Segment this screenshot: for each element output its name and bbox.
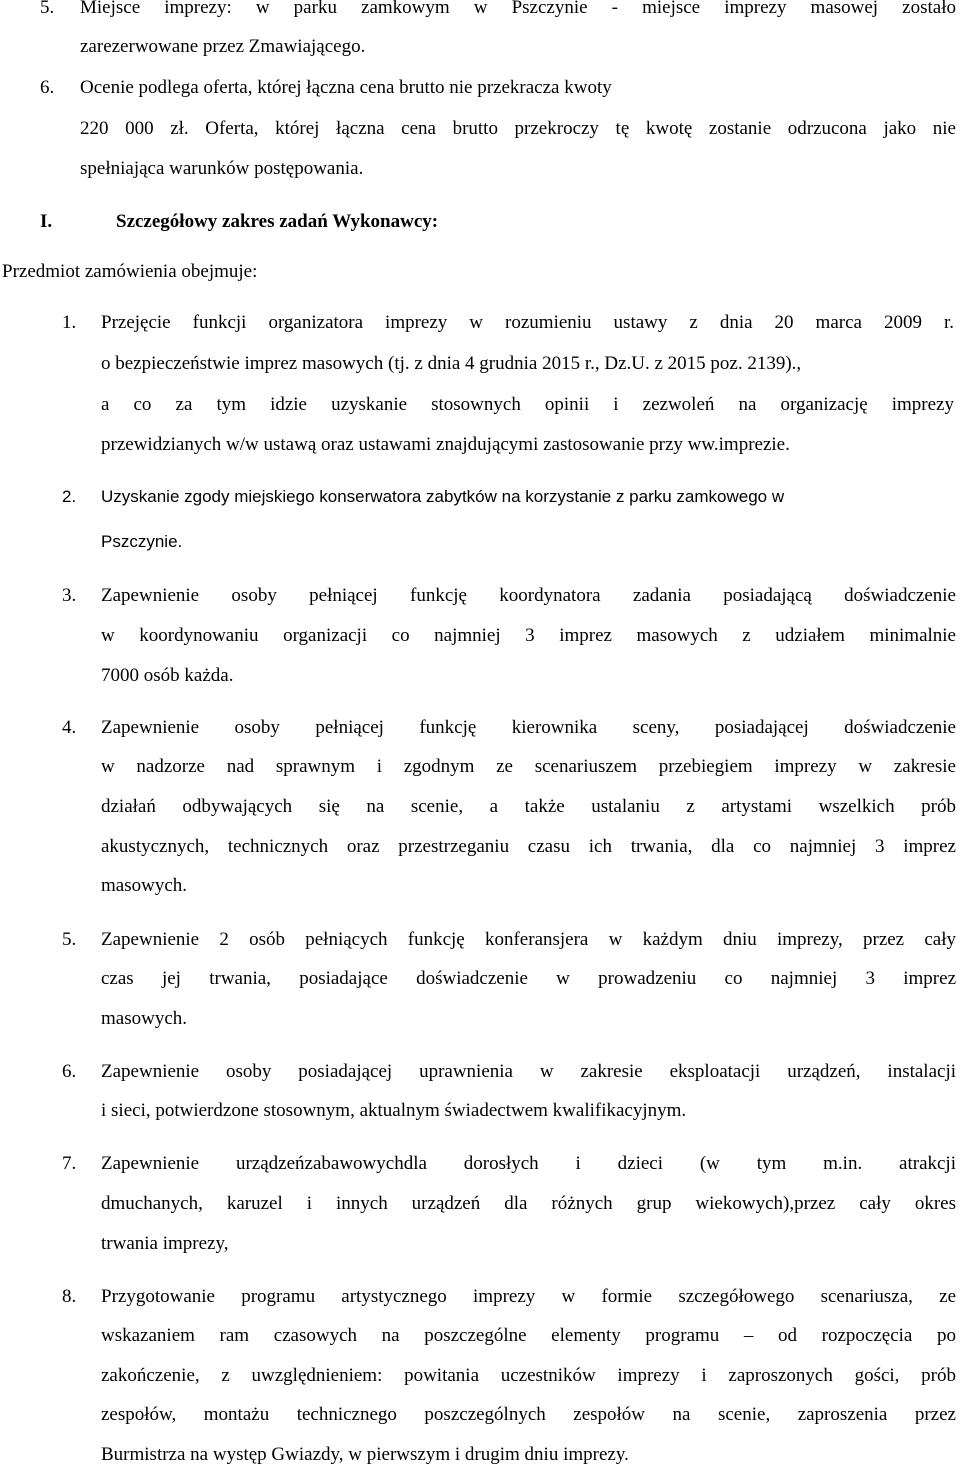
paragraph-line: 220 000 zł. Oferta, której łączna cena brutto przekroczy tę kwotę zostanie odrzucona jako nie — [80, 118, 956, 139]
paragraph-line: Zapewnienie 2 osób pełniących funkcję konferansjera w każdym dniu imprezy, przez cały — [101, 929, 956, 950]
paragraph-line: 7000 osób każda. — [101, 665, 234, 686]
paragraph-line: Zapewnienie urządzeńzabawowychdla dorosłych i dzieci (w tym m.in. atrakcji — [101, 1153, 956, 1174]
paragraph-line: czas jej trwania, posiadające doświadczenie w prowadzeniu co najmniej 3 imprez — [101, 968, 956, 989]
paragraph-line: masowych. — [101, 1008, 188, 1029]
list-item-number: 7. — [62, 1153, 77, 1174]
paragraph-line: w koordynowaniu organizacji co najmniej 3 imprez masowych z udziałem minimalnie — [101, 625, 956, 646]
paragraph-line: Pszczynie. — [101, 532, 183, 551]
paragraph-line: spełniająca warunków postępowania. — [80, 158, 364, 179]
section-number: I. — [40, 211, 53, 232]
paragraph-line: przewidzianych w/w ustawą oraz ustawami znajdującymi zastosowanie przy ww.imprezie. — [101, 434, 790, 455]
list-item-number: 8. — [62, 1286, 77, 1307]
paragraph-line: zakończenie, z uwzględnieniem: powitania uczestników imprezy i zaproszonych gości, prób — [101, 1365, 956, 1386]
list-item-number: 3. — [62, 585, 77, 606]
paragraph-line: a co za tym idzie uzyskanie stosownych opinii i zezwoleń na organizację imprezy — [101, 394, 954, 415]
paragraph-line: Miejsce imprezy: w parku zamkowym w Pszczynie - miejsce imprezy masowej zostało — [80, 0, 956, 18]
paragraph-line: Burmistrza na występ Gwiazdy, w pierwszym i drugim dniu imprezy. — [101, 1444, 629, 1465]
paragraph-line: zarezerwowane przez Zmawiającego. — [80, 36, 366, 57]
paragraph-line: Zapewnienie osoby posiadającej uprawnienia w zakresie eksploatacji urządzeń, instalacji — [101, 1061, 956, 1082]
list-item-number: 4. — [62, 717, 77, 738]
list-item-number: 6. — [62, 1061, 77, 1082]
paragraph-line: w nadzorze nad sprawnym i zgodnym ze scenariuszem przebiegiem imprezy w zakresie — [101, 756, 956, 777]
paragraph-line: wskazaniem ram czasowych na poszczególne elementy programu – od rozpoczęcia po — [101, 1325, 956, 1346]
list-item-number: 6. — [40, 77, 55, 98]
paragraph-line: Zapewnienie osoby pełniącej funkcję koordynatora zadania posiadającą doświadczenie — [101, 585, 956, 606]
section-title: Szczegółowy zakres zadań Wykonawcy: — [116, 211, 439, 232]
paragraph-line: o bezpieczeństwie imprez masowych (tj. z dnia 4 grudnia 2015 r., Dz.U. z 2015 poz. 2139)., — [101, 353, 802, 374]
paragraph-line: działań odbywających się na scenie, a także ustalaniu z artystami wszelkich prób — [101, 796, 956, 817]
paragraph-line: Ocenie podlega oferta, której łączna cena brutto nie przekracza kwoty — [80, 77, 612, 98]
list-item-number: 2. — [62, 487, 77, 506]
list-item-number: 5. — [40, 0, 55, 18]
paragraph-line: trwania imprezy, — [101, 1233, 229, 1254]
paragraph-line: Zapewnienie osoby pełniącej funkcję kierownika sceny, posiadającej doświadczenie — [101, 717, 956, 738]
paragraph-line: Przejęcie funkcji organizatora imprezy w rozumieniu ustawy z dnia 20 marca 2009 r. — [101, 312, 954, 333]
paragraph-line: zespołów, montażu technicznego poszczególnych zespołów na scenie, zaproszenia przez — [101, 1404, 956, 1425]
intro-text: Przedmiot zamówienia obejmuje: — [2, 261, 258, 282]
list-item-number: 1. — [62, 312, 77, 333]
paragraph-line: Przygotowanie programu artystycznego imprezy w formie szczegółowego scenariusza, ze — [101, 1286, 956, 1307]
paragraph-line: akustycznych, technicznych oraz przestrzeganiu czasu ich trwania, dla co najmniej 3 imprez — [101, 836, 956, 857]
paragraph-line: i sieci, potwierdzone stosownym, aktualnym świadectwem kwalifikacyjnym. — [101, 1100, 687, 1121]
paragraph-line: masowych. — [101, 875, 188, 896]
paragraph-line: dmuchanych, karuzel i innych urządzeń dla różnych grup wiekowych),przez cały okres — [101, 1193, 956, 1214]
paragraph-line: Uzyskanie zgody miejskiego konserwatora zabytków na korzystanie z parku zamkowego w — [101, 487, 785, 506]
list-item-number: 5. — [62, 929, 77, 950]
